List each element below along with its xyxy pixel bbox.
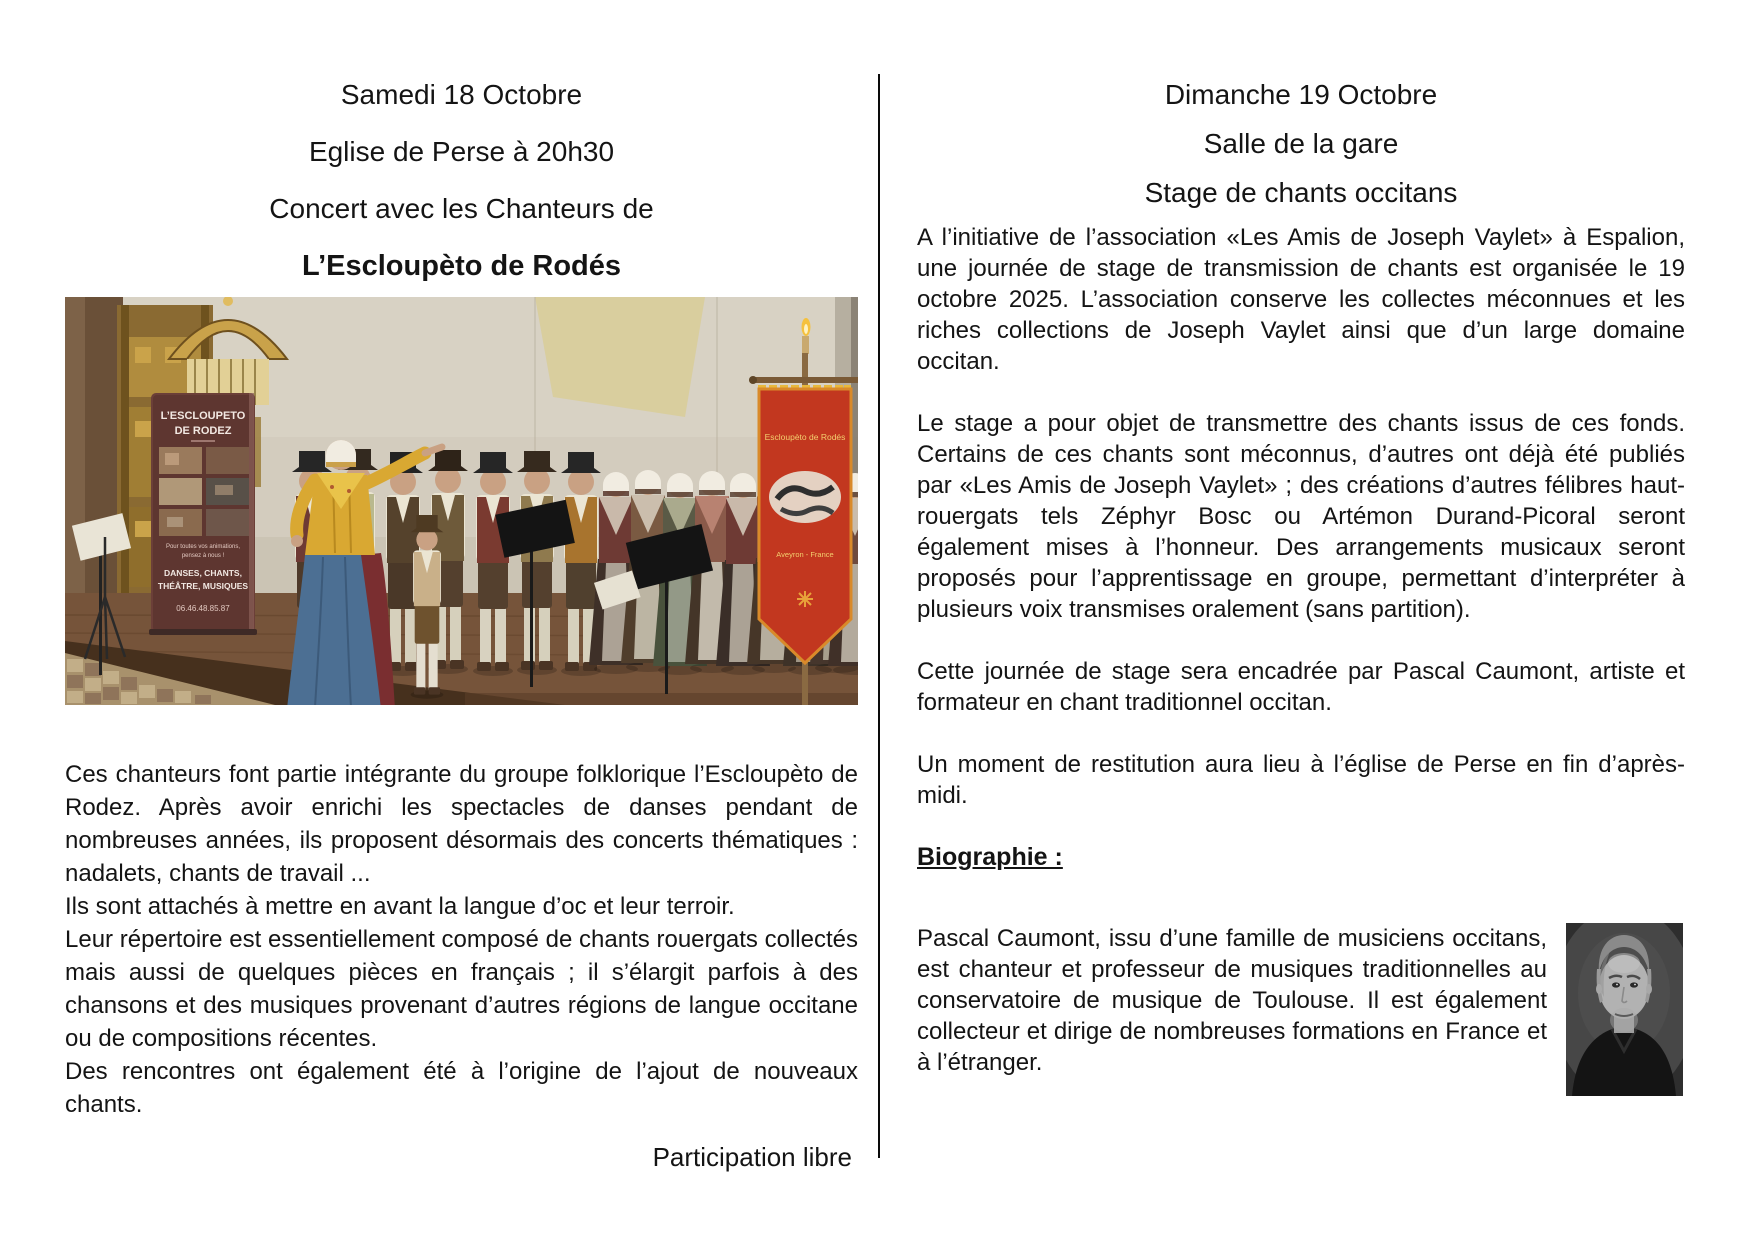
- right-paragraph-4: Un moment de restitution aura lieu à l’église de Perse en fin d’après-midi.: [917, 751, 1685, 809]
- biography-section: [917, 923, 1685, 1096]
- left-paragraph-3: Leur répertoire est essentiellement composé de chants rouergats collectés mais aussi de quelques pièces en français ; il s’élargit parfois à des chansons et des musiques provenant d’autres régions de langue occitane ou de compositions récentes.: [65, 926, 858, 1052]
- left-paragraph-1: Ces chanteurs font partie intégrante du groupe folklorique l’Escloupèto de Rodez. Après avoir enrichi les spectacles de danses pendant de nombreuses années, ils proposent désormais des concerts thématiques : nadalets, chants de travail ...: [65, 761, 858, 887]
- right-date-heading: Dimanche 19 Octobre: [1164, 79, 1438, 110]
- left-paragraphs: [65, 758, 858, 1121]
- rollup-banner: [149, 393, 257, 635]
- rollup-tagline-line2: pensez à nous !: [181, 553, 225, 559]
- rollup-title-line1: L’ESCLOUPETO: [160, 410, 246, 422]
- portrait-stubble: [1610, 1008, 1638, 1032]
- pascal-caumont-portrait: [1566, 923, 1683, 1096]
- left-paragraph-2: Ils sont attachés à mettre en avant la langue d’oc et leur terroir.: [65, 893, 735, 920]
- rollup-activities-line1: DANSES, CHANTS,: [164, 568, 242, 578]
- left-event-heading: Concert avec les Chanteurs de: [269, 193, 654, 224]
- pennant-subtitle: Aveyron - France: [776, 550, 834, 559]
- right-event-heading: Stage de chants occitans: [1144, 177, 1458, 208]
- right-venue-heading: Salle de la gare: [1203, 128, 1399, 159]
- left-date-heading: Samedi 18 Octobre: [340, 79, 583, 110]
- rollup-activities-line2: THÉÂTRE, MUSIQUES: [157, 581, 249, 591]
- biography-heading: Biographie :: [917, 843, 1063, 871]
- left-venue-heading: Eglise de Perse à 20h30: [308, 136, 615, 167]
- right-column: [917, 0, 1685, 1241]
- biography-text: Pascal Caumont, issu d’une famille de musiciens occitans, est chanteur et professeur de musiques traditionnelles au conservatoire de musique de Toulouse. Il est également collecteur et dirige de nombreuses formations en France et à l’étranger.: [917, 925, 1547, 1076]
- left-column: [65, 0, 858, 1241]
- rollup-phone: 06.46.48.85.87: [176, 604, 230, 613]
- participation-note: Participation libre: [652, 1142, 852, 1172]
- left-paragraph-4: Des rencontres ont également été à l’origine de l’ajout de nouveaux chants.: [65, 1058, 858, 1118]
- pennant-star: [797, 591, 813, 607]
- rollup-title-line2: DE RODEZ: [174, 425, 232, 437]
- column-divider: [878, 74, 880, 1158]
- right-paragraph-3: Cette journée de stage sera encadrée par Pascal Caumont, artiste et formateur en chant traditionnel occitan.: [917, 658, 1685, 716]
- group-title: L’Escloupèto de Rodés: [301, 250, 622, 282]
- rollup-tagline-line1: Pour toutes vos animations,: [165, 544, 241, 550]
- right-paragraph-1: A l’initiative de l’association «Les Amis de Joseph Vaylet» à Espalion, une journée de stage de transmission de chants est organisée le 19 octobre 2025. L’association conserve les collectes méconnues et les riches collections de Joseph Vaylet ainsi que d’un large domaine occitan.: [917, 224, 1685, 375]
- right-paragraphs: [917, 222, 1685, 1096]
- right-paragraph-2: Le stage a pour objet de transmettre des chants issus de ces fonds. Certains de ces chants sont méconnus, d’autres ont déjà été publiés par «Les Amis de Joseph Vaylet» ; des créations d’autres félibres haut-rouergats tels Zéphyr Bosc ou Artémon Durand-Picoral seront également mises à l’honneur. Des arrangements musicaux seront proposés pour l’apprentissage en groupe, permettant d’interpréter à plusieurs voix transmises oralement (sans partition).: [917, 410, 1685, 623]
- choir-photo: [65, 297, 858, 705]
- pennant-title: Escloupèto de Rodés: [764, 432, 846, 442]
